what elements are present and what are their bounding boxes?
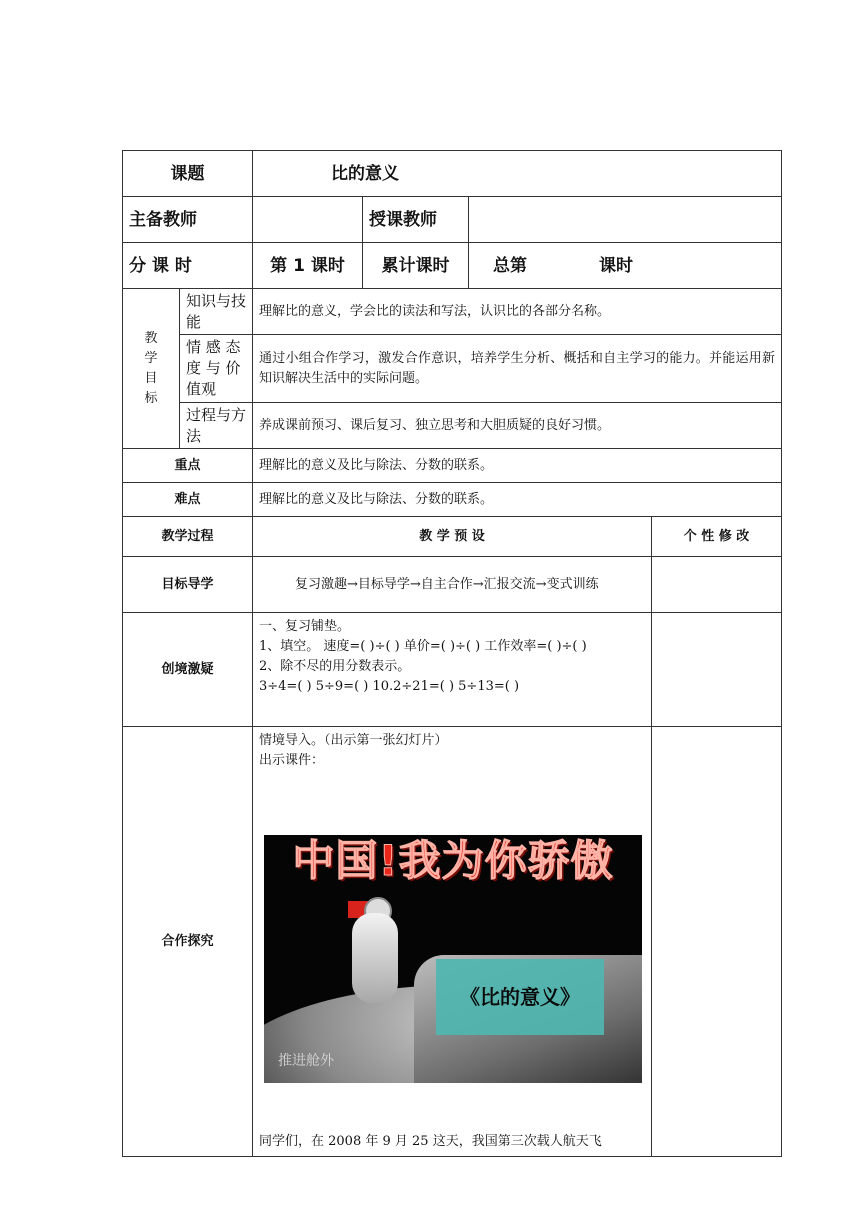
scenario-line: 3÷4=( ) 5÷9=( ) 10.2÷21=( ) 5÷13=( ) — [259, 679, 520, 694]
scenario-label: 创境激疑 — [123, 613, 253, 727]
astronaut-body — [352, 913, 398, 1003]
objectives-char: 目 — [144, 370, 158, 386]
explore-content — [253, 727, 652, 1157]
explore-row — [123, 727, 782, 1157]
topic-label: 课题 — [123, 151, 253, 197]
objective-row-emotion — [123, 335, 782, 403]
explore-bottom-text: 同学们，在 2008 年 9 月 25 这天，我国第三次载人航天飞 — [259, 1134, 602, 1149]
design-label: 教 学 预 设 — [253, 517, 652, 557]
topic-value: 比的意义 — [253, 151, 782, 197]
explore-label: 合作探究 — [123, 727, 253, 1157]
lead-teacher-label: 主备教师 — [123, 197, 253, 243]
objective-row-process — [123, 403, 782, 449]
objective-text: 通过小组合作学习，激发合作意识，培养学生分析、概括和自主学习的能力。并能运用新知识解决生活中的实际问题。 — [253, 335, 782, 403]
difficult-point-row — [123, 483, 782, 517]
scenario-modify-cell — [652, 613, 782, 727]
explore-modify-cell — [652, 727, 782, 1157]
scenario-line: 2、除不尽的用分数表示。 — [259, 659, 411, 674]
scenario-line: 1、填空。 速度=( )÷( ) 单价=( )÷( ) 工作效率=( )÷( ) — [259, 639, 587, 654]
topic-row — [123, 151, 782, 197]
objectives-char: 学 — [144, 350, 158, 366]
teaching-teacher-value — [469, 197, 782, 243]
guide-modify-cell — [652, 557, 782, 613]
difficult-point-text: 理解比的意义及比与除法、分数的联系。 — [253, 483, 782, 517]
difficult-point-label: 难点 — [123, 483, 253, 517]
total-suffix: 课时 — [599, 255, 633, 276]
process-header-row — [123, 517, 782, 557]
explore-line: 出示课件： — [259, 753, 325, 768]
guide-label: 目标导学 — [123, 557, 253, 613]
objective-text: 理解比的意义，学会比的读法和写法，认识比的各部分名称。 — [253, 289, 782, 335]
total-periods — [469, 243, 782, 289]
key-point-label: 重点 — [123, 449, 253, 483]
objectives-char: 标 — [144, 390, 158, 406]
slide-caption: 推进舱外 — [278, 1053, 334, 1069]
slide-box-text: 《比的意义》 — [460, 985, 580, 1009]
lesson-plan-table — [122, 150, 782, 1157]
objectives-group-label — [123, 289, 180, 449]
period-label: 分 课 时 — [123, 243, 253, 289]
objective-row-knowledge — [123, 289, 782, 335]
scenario-row — [123, 613, 782, 727]
courseware-slide-image — [264, 835, 642, 1083]
scenario-line: 一、复习铺垫。 — [259, 619, 351, 634]
guide-row — [123, 557, 782, 613]
period-value: 第 1 课时 — [253, 243, 363, 289]
slide-banner: 中国!我为你骄傲 — [292, 836, 614, 885]
period-row — [123, 243, 782, 289]
explore-line: 情境导入。（出示第一张幻灯片） — [259, 733, 448, 748]
objective-text: 养成课前预习、课后复习、独立思考和大胆质疑的良好习惯。 — [253, 403, 782, 449]
objective-label: 知识与技能 — [180, 289, 253, 335]
teacher-row — [123, 197, 782, 243]
key-point-text: 理解比的意义及比与除法、分数的联系。 — [253, 449, 782, 483]
teaching-teacher-label: 授课教师 — [363, 197, 469, 243]
cumulative-label: 累计课时 — [363, 243, 469, 289]
total-prefix: 总第 — [493, 255, 527, 276]
objectives-char: 教 — [144, 330, 158, 346]
objective-label: 情 感 态 度 与 价 值观 — [180, 335, 253, 403]
modify-label: 个 性 修 改 — [652, 517, 782, 557]
scenario-content — [253, 613, 652, 727]
guide-text: 复习激趣→目标导学→自主合作→汇报交流→变式训练 — [253, 557, 652, 613]
key-point-row — [123, 449, 782, 483]
process-label: 教学过程 — [123, 517, 253, 557]
objective-label: 过程与方法 — [180, 403, 253, 449]
lead-teacher-value — [253, 197, 363, 243]
